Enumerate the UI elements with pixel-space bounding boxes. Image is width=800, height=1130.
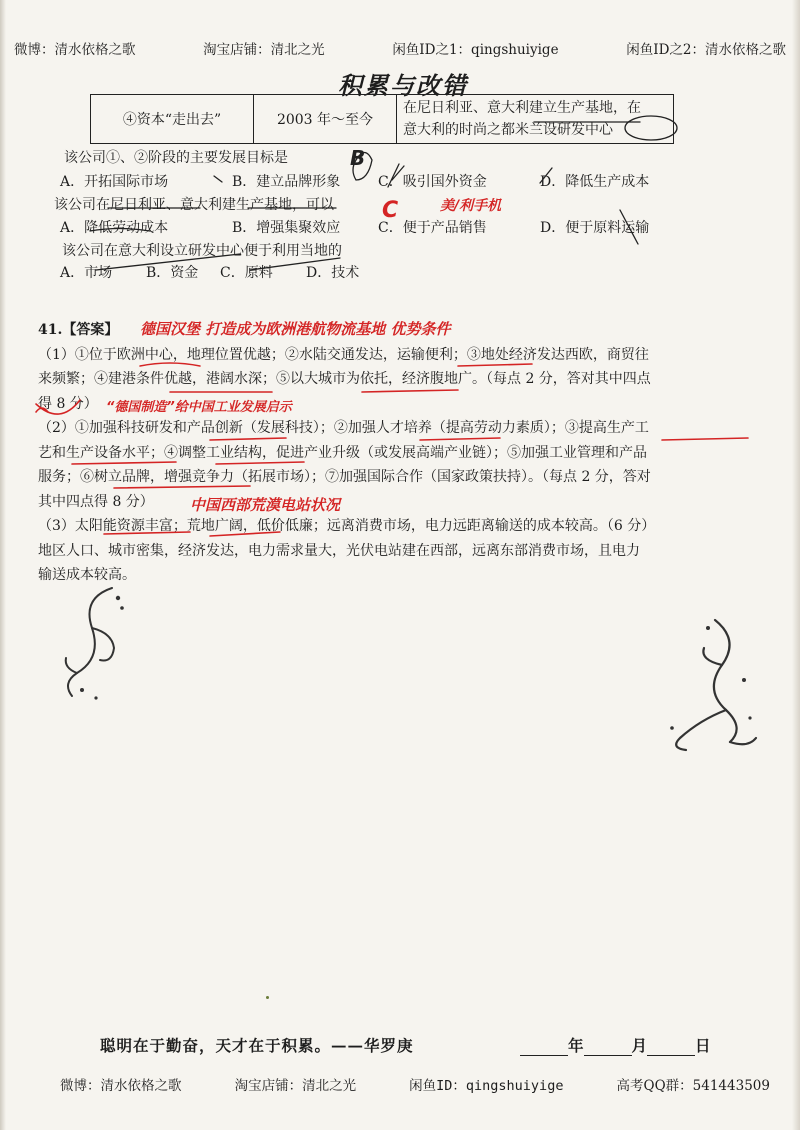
- answer-part3-line3: 输送成本较高。: [38, 567, 136, 583]
- content-line-1: 在尼日利亚、意大利建立生产基地，在: [403, 100, 641, 116]
- paper-speck: [266, 996, 269, 999]
- strike-mark: [540, 168, 552, 183]
- underline-mark: [114, 486, 250, 488]
- answer-ink-marks: [0, 300, 800, 560]
- swirl-dot: [116, 596, 120, 600]
- swirl-stroke: [703, 648, 722, 665]
- period-cell: 2003 年～至今: [254, 95, 397, 144]
- header-weibo: 微博：清水依格之歌: [14, 42, 136, 58]
- question-1-option-c: C．吸引国外资金: [378, 174, 487, 190]
- question-1-option-a: A．开拓国际市场: [60, 174, 169, 190]
- handwritten-note-41: 德国汉堡 打造成为欧洲港航物流基地 优势条件: [140, 320, 451, 338]
- handwritten-answer-q2: C: [382, 198, 399, 223]
- answer-part1-line3: 得 8 分）: [38, 395, 98, 412]
- underline-mark: [90, 229, 150, 232]
- question-1-option-b: B．建立品牌形象: [232, 174, 341, 190]
- question-3-option-a: A．市场: [60, 265, 113, 281]
- question-2-stem: 该公司在尼日利亚、意大利建生产基地，可以: [54, 197, 334, 213]
- answer-part1-line1: （1）①位于欧洲中心，地理位置优越；②水陆交通发达，运输便利；③地处经济发达西欧，商贸往: [38, 346, 649, 363]
- swirl-dot: [94, 696, 97, 699]
- underline-mark: [140, 363, 200, 366]
- question-2-option-c: C．便于产品销售: [378, 220, 487, 236]
- swirl-dot: [748, 716, 751, 719]
- swirl-stroke: [68, 588, 112, 696]
- question-3-stem: 该公司在意大利设立研发中心便于利用当地的: [62, 243, 342, 259]
- month-label: 月: [631, 1036, 648, 1055]
- question-3-option-d: D．技术: [306, 265, 360, 281]
- swirl-dot: [80, 688, 84, 692]
- answer-part3-line1: （3）太阳能资源丰富；荒地广阔，低价低廉；远离消费市场，电力远距离输送的成本较高。（6 分）: [38, 518, 656, 534]
- cross-mark: [36, 400, 80, 414]
- swirl-dot: [742, 678, 746, 682]
- decorative-swirl-left: [52, 578, 142, 708]
- strike-mark: [620, 210, 638, 244]
- day-blank[interactable]: [647, 1039, 695, 1056]
- swirl-stroke: [676, 710, 726, 750]
- question-3-option-c: C．原料: [220, 265, 273, 281]
- underline-mark: [210, 438, 748, 440]
- answer-part2-line4: 其中四点得 8 分）: [38, 493, 154, 510]
- swirl-dot: [706, 626, 710, 630]
- footer-taobao: 淘宝店铺：清北之光: [234, 1078, 357, 1094]
- swirl-dot: [120, 606, 124, 610]
- strike-mark: [214, 176, 222, 182]
- header-xianyu-1: 闲鱼ID之1：qingshuiyige: [392, 42, 559, 58]
- question-2-option-b: B．增强集聚效应: [232, 220, 341, 236]
- answer-part2-line3: 服务；⑥树立品牌，增强竞争力（拓展市场）；⑦加强国际合作（国家政策扶持）。（每点 2 分，答对: [38, 469, 651, 485]
- underline-mark: [72, 462, 304, 464]
- day-label: 日: [695, 1036, 711, 1055]
- content-line-2: 意大利的时尚之都米兰设研发中心: [403, 122, 613, 138]
- question-1-option-d: D．降低生产成本: [540, 174, 650, 190]
- swirl-stroke: [714, 620, 737, 742]
- handwritten-answer-q1: B: [350, 146, 366, 170]
- strike-mark: [392, 166, 404, 180]
- question-2-option-a: A．降低劳动成本: [60, 220, 169, 236]
- footer-xianyu: 闲鱼ID：qingshuiyige: [409, 1078, 564, 1094]
- question-1-stem: 该公司①、②阶段的主要发展目标是: [64, 150, 288, 166]
- handwritten-note-q2: 美/利手机: [440, 198, 502, 214]
- date-fill-line: [520, 1034, 711, 1056]
- header-xianyu-2: 闲鱼ID之2：清水依格之歌: [626, 42, 786, 58]
- underline-mark: [104, 532, 280, 536]
- footer-qq: 高考QQ群：541443509: [616, 1078, 770, 1094]
- footer-weibo: 微博：清水依格之歌: [60, 1078, 182, 1094]
- footer-bar: [60, 1074, 770, 1094]
- stage-cell: ④资本“走出去”: [91, 95, 254, 144]
- underline-mark: [170, 390, 458, 392]
- answer-part2-line1: （2）①加强科技研发和产品创新（发展科技）；②加强人才培养（提高劳动力素质）；③提高生产工: [38, 420, 649, 436]
- footer-quote: 聪明在于勤奋，天才在于积累。——华罗庚: [100, 1036, 414, 1055]
- swirl-dot: [670, 726, 674, 730]
- header-taobao: 淘宝店铺：清北之光: [203, 42, 325, 58]
- decorative-swirl-right: [660, 610, 760, 760]
- handwritten-note-part2: “德国制造”给中国工业发展启示: [106, 400, 292, 415]
- handwritten-note-part3: 中国西部荒漠电站状况: [190, 496, 341, 514]
- page-title: 积累与改错: [338, 71, 468, 100]
- question-2-option-d: D．便于原料运输: [540, 220, 650, 236]
- question-ink-marks: [0, 0, 800, 300]
- circle-mark: [625, 116, 677, 140]
- answer-part3-line2: 地区人口、城市密集，经济发达，电力需求量大，光伏电站建在西部，远离东部消费市场，且电力: [38, 542, 640, 559]
- year-label: 年: [568, 1036, 584, 1055]
- question-3-option-b: B．资金: [146, 265, 199, 281]
- strike-mark: [96, 254, 340, 270]
- answer-part2-line2: 艺和生产设备水平；④调整工业结构，促进产业升级（或发展高端产业链）；⑤加强工业管理和产品: [38, 444, 647, 461]
- answer-heading: 41.【答案】: [38, 322, 119, 338]
- strike-mark: [388, 164, 399, 187]
- year-blank[interactable]: [520, 1039, 568, 1056]
- answer-part1-line2: 来频繁；④建港条件优越，港阔水深；⑤以大城市为依托，经济腹地广。（每点 2 分，答对其中四点: [38, 371, 651, 387]
- underline-mark: [458, 364, 532, 366]
- swirl-stroke: [66, 658, 77, 673]
- month-blank[interactable]: [584, 1039, 632, 1056]
